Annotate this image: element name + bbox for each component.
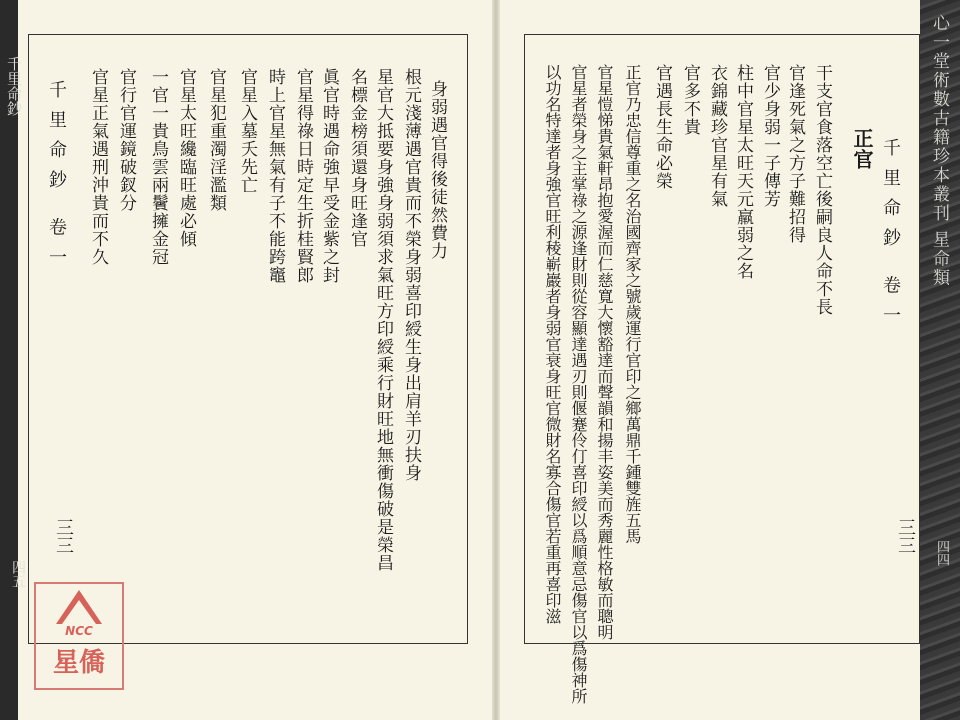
left-margin-title: 千里命鈔	[5, 56, 23, 116]
right-header: 千里命鈔 卷一	[880, 138, 901, 336]
left-text-column: 官星太旺纔臨旺處必傾	[176, 68, 196, 248]
left-text-column: 官星正氣遇刑沖貴而不久	[88, 68, 108, 266]
left-text-column: 名標金榜須還身旺逢官	[347, 68, 367, 248]
left-text-column: 官星犯重濁淫濫類	[206, 68, 226, 212]
right-page-number: 三三	[895, 518, 916, 554]
right-outer-page-number: 四四	[934, 540, 949, 566]
left-text-column: 時上官星無氣有子不能跨竈	[265, 68, 285, 284]
section-title: 正官	[850, 128, 874, 170]
spine-title: 心一堂術數古籍珍本叢刊 星命類	[929, 14, 949, 288]
left-page-number: 三三	[53, 518, 74, 554]
right-text-column: 官星愷悌貴氣軒昂抱愛渥而仁慈寬大懷豁達而聲韻和揚丰姿美而秀麗性格敏而聰明	[595, 64, 614, 640]
left-text-column: 根元淺薄遇官貴而不榮身弱喜印綬生身出肩羊刃扶身	[401, 68, 421, 482]
right-text-column: 官多不貴	[680, 64, 700, 136]
right-text-column: 干支官食落空亡後嗣良人命不長	[812, 64, 832, 316]
right-text-column: 官少身弱一子傳芳	[760, 64, 780, 208]
left-outer-page-number: 四五	[10, 560, 26, 588]
right-text-column: 正官乃忠信尊重之名治國齊家之號歲運行官印之鄉萬鼎千鍾雙旌五馬	[623, 64, 642, 544]
left-text-column: 身弱遇官得後徒然費力	[427, 80, 447, 260]
ncc-logo-stamp	[34, 582, 124, 690]
right-text-column: 官遇長生命必榮	[652, 64, 672, 190]
right-text-column: 官逢死氣之方子難招得	[785, 64, 805, 244]
left-text-column: 官星得祿日時定生折桂賢郎	[293, 68, 313, 284]
left-text-column: 一官一貴鳥雲兩鬢擁金冠	[148, 68, 168, 266]
left-text-column: 官星入墓夭先亡	[237, 68, 257, 194]
right-text-column: 官星者榮身之主掌祿之源逢財則從容顯達遇刃則偃蹇伶仃喜印綬以爲順意忌傷官以爲傷神所	[569, 64, 588, 704]
right-text-column: 以功名特達者身強官旺利稜嶄巖者身弱官衰身旺官微財名寡合傷官若重再喜印滋	[543, 64, 562, 624]
left-text-column: 眞官時遇命強早受金紫之封	[319, 68, 339, 284]
right-text-column: 柱中官星太旺天元羸弱之名	[733, 64, 753, 280]
left-text-column: 官行官運鏡破釵分	[116, 68, 136, 212]
left-header: 千里命鈔 卷一	[46, 80, 67, 278]
stamp-name: 星僑	[52, 648, 105, 678]
book-gutter	[492, 0, 500, 720]
stamp-ncc: NCC	[65, 624, 93, 638]
left-text-column: 星官大抵要身強身弱須求氣旺方印綬乘行財旺地無衝傷破是榮昌	[373, 68, 393, 572]
right-text-column: 衣錦藏珍官星有氣	[707, 64, 727, 208]
